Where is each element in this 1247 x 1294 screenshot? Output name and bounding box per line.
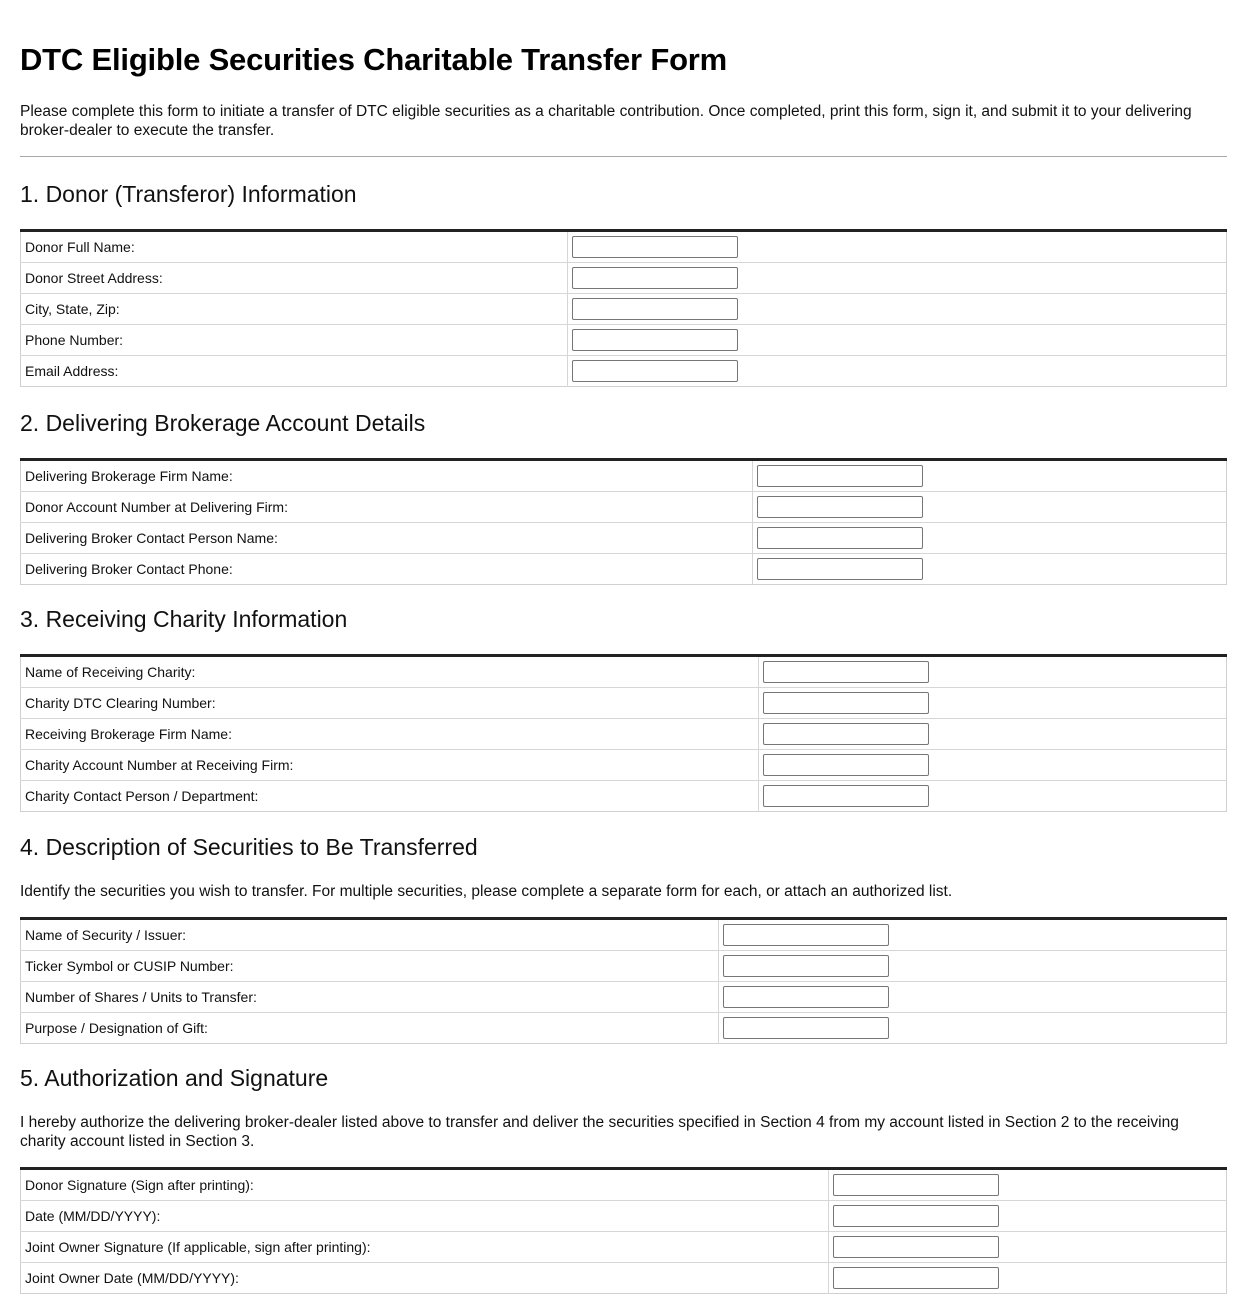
section-heading-authorization: 5. Authorization and Signature xyxy=(20,1065,329,1091)
authorization-table xyxy=(20,1167,1227,1294)
section-description-securities: Identify the securities you wish to transfer. For multiple securities, please complete a separate form for each, or attach an authorized list. xyxy=(20,883,953,900)
field-cell xyxy=(568,356,1227,387)
field-label: Phone Number: xyxy=(21,325,568,356)
number-of-shares-input[interactable] xyxy=(723,986,889,1008)
field-cell xyxy=(829,1232,1227,1263)
field-label: Number of Shares / Units to Transfer: xyxy=(21,982,719,1013)
field-cell xyxy=(568,325,1227,356)
field-cell xyxy=(759,719,1227,750)
delivering-firm-name-input[interactable] xyxy=(757,465,923,487)
donor-full-name-input[interactable] xyxy=(572,236,738,258)
form-row xyxy=(21,460,1227,492)
donor-account-number-input[interactable] xyxy=(757,496,923,518)
field-cell xyxy=(719,951,1227,982)
field-label: Charity DTC Clearing Number: xyxy=(21,688,759,719)
form-row xyxy=(21,554,1227,585)
charity-contact-input[interactable] xyxy=(763,785,929,807)
field-label: Joint Owner Date (MM/DD/YYYY): xyxy=(21,1263,829,1294)
form-row xyxy=(21,781,1227,812)
delivering-brokerage-table xyxy=(20,458,1227,585)
field-cell xyxy=(719,1013,1227,1044)
form-row xyxy=(21,492,1227,523)
donor-street-address-input[interactable] xyxy=(572,267,738,289)
donor-signature-input[interactable] xyxy=(833,1174,999,1196)
form-row xyxy=(21,523,1227,554)
section-heading-donor: 1. Donor (Transferor) Information xyxy=(20,181,357,207)
field-label: Charity Account Number at Receiving Firm: xyxy=(21,750,759,781)
field-cell xyxy=(829,1169,1227,1201)
field-label: Delivering Broker Contact Phone: xyxy=(21,554,753,585)
field-cell xyxy=(568,294,1227,325)
field-label: Name of Receiving Charity: xyxy=(21,656,759,688)
field-label: Donor Full Name: xyxy=(21,231,568,263)
form-row xyxy=(21,656,1227,688)
field-cell xyxy=(719,919,1227,951)
form-row xyxy=(21,1201,1227,1232)
field-label: Delivering Brokerage Firm Name: xyxy=(21,460,753,492)
email-address-input[interactable] xyxy=(572,360,738,382)
field-cell xyxy=(759,750,1227,781)
charity-dtc-number-input[interactable] xyxy=(763,692,929,714)
field-cell xyxy=(753,460,1227,492)
field-label: City, State, Zip: xyxy=(21,294,568,325)
form-row xyxy=(21,719,1227,750)
form-row xyxy=(21,1232,1227,1263)
form-row xyxy=(21,1263,1227,1294)
securities-table xyxy=(20,917,1227,1044)
form-row xyxy=(21,951,1227,982)
receiving-charity-table xyxy=(20,654,1227,812)
form-row xyxy=(21,263,1227,294)
form-row xyxy=(21,356,1227,387)
city-state-zip-input[interactable] xyxy=(572,298,738,320)
gift-purpose-input[interactable] xyxy=(723,1017,889,1039)
field-label: Joint Owner Signature (If applicable, sign after printing): xyxy=(21,1232,829,1263)
field-cell xyxy=(759,656,1227,688)
field-cell xyxy=(759,688,1227,719)
delivering-contact-name-input[interactable] xyxy=(757,527,923,549)
field-label: Donor Signature (Sign after printing): xyxy=(21,1169,829,1201)
form-row xyxy=(21,982,1227,1013)
form-row xyxy=(21,1169,1227,1201)
field-label: Purpose / Designation of Gift: xyxy=(21,1013,719,1044)
charity-account-number-input[interactable] xyxy=(763,754,929,776)
delivering-contact-phone-input[interactable] xyxy=(757,558,923,580)
section-heading-delivering-brokerage: 2. Delivering Brokerage Account Details xyxy=(20,410,426,436)
field-cell xyxy=(719,982,1227,1013)
form-row xyxy=(21,1013,1227,1044)
field-cell xyxy=(829,1263,1227,1294)
field-label: Charity Contact Person / Department: xyxy=(21,781,759,812)
ticker-cusip-input[interactable] xyxy=(723,955,889,977)
field-cell xyxy=(568,263,1227,294)
form-row xyxy=(21,325,1227,356)
section-heading-receiving-charity: 3. Receiving Charity Information xyxy=(20,606,348,632)
field-label: Email Address: xyxy=(21,356,568,387)
field-label: Date (MM/DD/YYYY): xyxy=(21,1201,829,1232)
form-row xyxy=(21,294,1227,325)
field-label: Ticker Symbol or CUSIP Number: xyxy=(21,951,719,982)
field-cell xyxy=(568,231,1227,263)
field-cell xyxy=(753,554,1227,585)
field-cell xyxy=(829,1201,1227,1232)
intro-text: Please complete this form to initiate a transfer of DTC eligible securities as a charitable contribution. Once completed, print this form, sign it, and submit it to your delivering broker-dealer to execute the transfer. xyxy=(20,103,1192,139)
field-cell xyxy=(753,523,1227,554)
donor-info-table xyxy=(20,229,1227,387)
joint-owner-date-input[interactable] xyxy=(833,1267,999,1289)
field-label: Donor Street Address: xyxy=(21,263,568,294)
security-name-input[interactable] xyxy=(723,924,889,946)
field-label: Delivering Broker Contact Person Name: xyxy=(21,523,753,554)
form-row xyxy=(21,750,1227,781)
charity-name-input[interactable] xyxy=(763,661,929,683)
field-cell xyxy=(759,781,1227,812)
field-label: Receiving Brokerage Firm Name: xyxy=(21,719,759,750)
section-heading-securities: 4. Description of Securities to Be Transferred xyxy=(20,834,478,860)
phone-number-input[interactable] xyxy=(572,329,738,351)
receiving-firm-name-input[interactable] xyxy=(763,723,929,745)
page-title: DTC Eligible Securities Charitable Transfer Form xyxy=(20,42,728,77)
form-row xyxy=(21,919,1227,951)
date-input[interactable] xyxy=(833,1205,999,1227)
header-divider xyxy=(20,156,1227,157)
field-label: Name of Security / Issuer: xyxy=(21,919,719,951)
field-cell xyxy=(753,492,1227,523)
form-row xyxy=(21,231,1227,263)
field-label: Donor Account Number at Delivering Firm: xyxy=(21,492,753,523)
section-description-authorization: I hereby authorize the delivering broker-dealer listed above to transfer and deliver the securities specified in Section 4 from my account listed in Section 2 to the receiving charity account listed in Section 3. xyxy=(20,1114,1179,1150)
joint-owner-signature-input[interactable] xyxy=(833,1236,999,1258)
form-row xyxy=(21,688,1227,719)
